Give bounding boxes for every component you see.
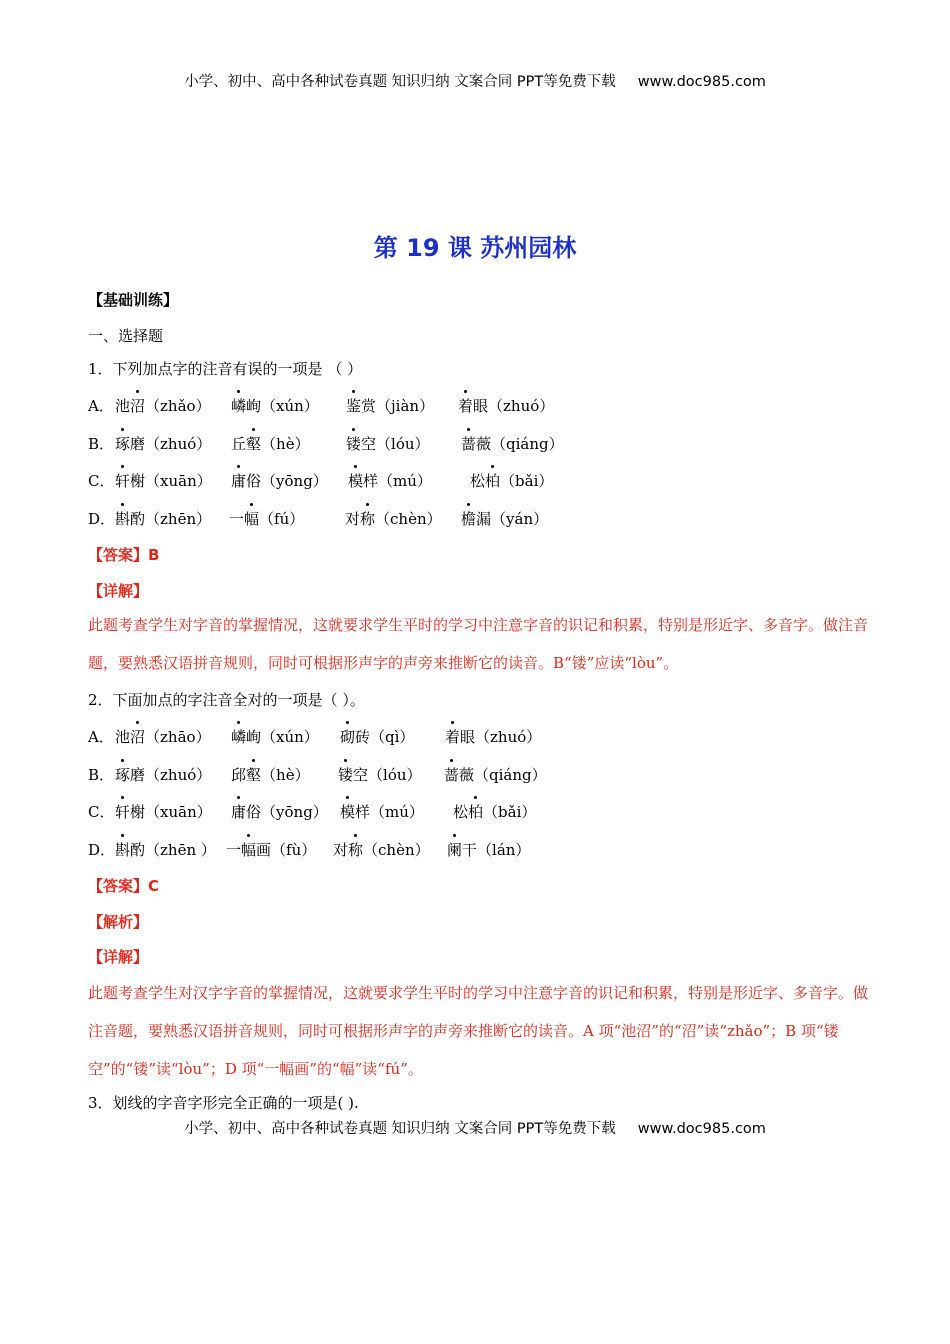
dotted-character: 斟 [115, 510, 131, 528]
q2-stem: 2．下面加点的字注音全对的一项是（ ）。 [88, 691, 365, 709]
q2-answer [88, 876, 159, 896]
q1-answer-label: 【答案】 [88, 546, 149, 564]
dotted-character: 轩 [115, 472, 131, 490]
option-item: 模样（mú） [348, 472, 432, 490]
dotted-character: 嶙 [231, 397, 247, 415]
option-item: 着眼（zhuó） [458, 397, 555, 415]
dotted-character: 镂 [338, 766, 354, 784]
option-item: 琢磨（zhuó） [115, 766, 212, 784]
option-item: 庸俗（yōng） [231, 472, 328, 490]
option-item: 轩榭（xuān） [115, 803, 212, 821]
option-item: 蔷薇（qiáng） [461, 435, 564, 453]
dotted-character: 模 [348, 472, 364, 490]
dotted-character: 幅 [241, 841, 257, 859]
dotted-character: 着 [458, 397, 474, 415]
dotted-character: 鉴 [346, 397, 362, 415]
dotted-character: 阑 [447, 841, 463, 859]
option-label: B． [88, 766, 115, 784]
option-item: 松柏（bǎi） [453, 803, 537, 821]
option-label: D． [88, 841, 116, 859]
dotted-character: 柏 [485, 472, 501, 490]
q1-detail-label: 【详解】 [88, 582, 149, 600]
page-header-top [0, 70, 950, 91]
page-title: 第 19 课 苏州园林 [373, 234, 577, 262]
option-item: 模样（mú） [340, 803, 424, 821]
footer-site-link[interactable]: www.doc985.com [637, 1121, 766, 1137]
q2-explanation: 此题考查学生对汉字字音的掌握情况，这就要求学生平时的学习中注意字音的识记和积累，特别是形近字、多音字。做注音题，要熟悉汉语拼音规则，同时可根据形声字的声旁来推断它的读音。A 项“池沼”的“沼”读“zhǎo”；B 项“镂空”的“镂”读“lòu”；D 项“一幅画”的“幅”读“fú”。 [88, 984, 869, 1078]
dotted-character: 壑 [246, 435, 262, 453]
option-item: 对称（chèn） [345, 510, 442, 528]
option-item: 池沼（zhǎo） [115, 397, 211, 415]
dotted-character: 斟 [115, 841, 131, 859]
option-label: A． [88, 728, 114, 746]
option-item: 一幅画（fù） [226, 841, 317, 859]
option-item: 镂空（lóu） [346, 435, 430, 453]
q2-analysis-label: 【解析】 [88, 913, 149, 931]
dotted-character: 称 [360, 510, 376, 528]
q1-explanation: 此题考查学生对字音的掌握情况，这就要求学生平时的学习中注意字音的识记和积累，特别是形近字、多音字。做注音题，要熟悉汉语拼音规则，同时可根据形声字的声旁来推断它的读音。B“镂”应读“lòu”。 [88, 616, 869, 672]
q2-detail-label: 【详解】 [88, 948, 149, 966]
dotted-character: 庸 [231, 472, 247, 490]
dotted-character: 镂 [346, 435, 362, 453]
q1-stem: 1．下列加点字的注音有误的一项是 （ ） [88, 360, 363, 378]
dotted-character: 庸 [231, 803, 247, 821]
option-item: 一幅（fú） [229, 510, 305, 528]
q2-answer-label: 【答案】 [88, 877, 149, 895]
option-item: 嶙峋（xún） [231, 728, 319, 746]
dotted-character: 砌 [340, 728, 356, 746]
option-item: 着眼（zhuó） [445, 728, 542, 746]
option-label: B． [88, 435, 115, 453]
option-item: 丘壑（hè） [231, 435, 310, 453]
section-label: 【基础训练】 [88, 291, 179, 309]
section-subtitle: 一、选择题 [88, 327, 164, 345]
dotted-character: 琢 [115, 766, 131, 784]
option-label: A． [88, 397, 114, 415]
option-item: 轩榭（xuān） [115, 472, 212, 490]
option-item: 松柏（bǎi） [470, 472, 554, 490]
dotted-character: 称 [348, 841, 364, 859]
option-label: D． [88, 510, 116, 528]
option-item: 阑干（lán） [447, 841, 531, 859]
dotted-character: 嶙 [231, 728, 247, 746]
dotted-character: 蔷 [444, 766, 460, 784]
option-item: 嶙峋（xún） [231, 397, 319, 415]
option-item: 琢磨（zhuó） [115, 435, 212, 453]
dotted-character: 檐 [461, 510, 477, 528]
option-item: 庸俗（yōng） [231, 803, 328, 821]
dotted-character: 模 [340, 803, 356, 821]
option-item: 斟酌（zhēn） [115, 510, 212, 528]
q1-answer-value: B [148, 546, 160, 564]
option-item: 檐漏（yán） [461, 510, 549, 528]
dotted-character: 幅 [244, 510, 260, 528]
option-item: 对称（chèn） [333, 841, 430, 859]
dotted-character: 壑 [246, 766, 262, 784]
q3-stem: 3．划线的字音字形完全正确的一项是( ). [88, 1094, 359, 1112]
dotted-character: 轩 [115, 803, 131, 821]
dotted-character: 着 [445, 728, 461, 746]
option-item: 斟酌（zhēn ） [115, 841, 216, 859]
option-item: 邱壑（hè） [231, 766, 310, 784]
option-item: 蔷薇（qiáng） [444, 766, 547, 784]
option-item: 鉴赏（jiàn） [346, 397, 435, 415]
footer-text: 小学、初中、高中各种试卷真题 知识归纳 文案合同 PPT等免费下载 [184, 1121, 616, 1137]
page-header-bottom [0, 1117, 950, 1138]
option-item: 砌砖（qì） [340, 728, 415, 746]
option-item: 镂空（lóu） [338, 766, 422, 784]
header-site-link[interactable]: www.doc985.com [637, 74, 766, 90]
dotted-character: 沼 [130, 397, 146, 415]
dotted-character: 沼 [130, 728, 146, 746]
option-label: C． [88, 472, 115, 490]
dotted-character: 柏 [468, 803, 484, 821]
option-label: C． [88, 803, 115, 821]
header-text: 小学、初中、高中各种试卷真题 知识归纳 文案合同 PPT等免费下载 [184, 74, 616, 90]
dotted-character: 琢 [115, 435, 131, 453]
option-item: 池沼（zhāo） [115, 728, 211, 746]
dotted-character: 蔷 [461, 435, 477, 453]
q2-answer-value: C [148, 877, 160, 895]
q1-answer [88, 545, 159, 565]
